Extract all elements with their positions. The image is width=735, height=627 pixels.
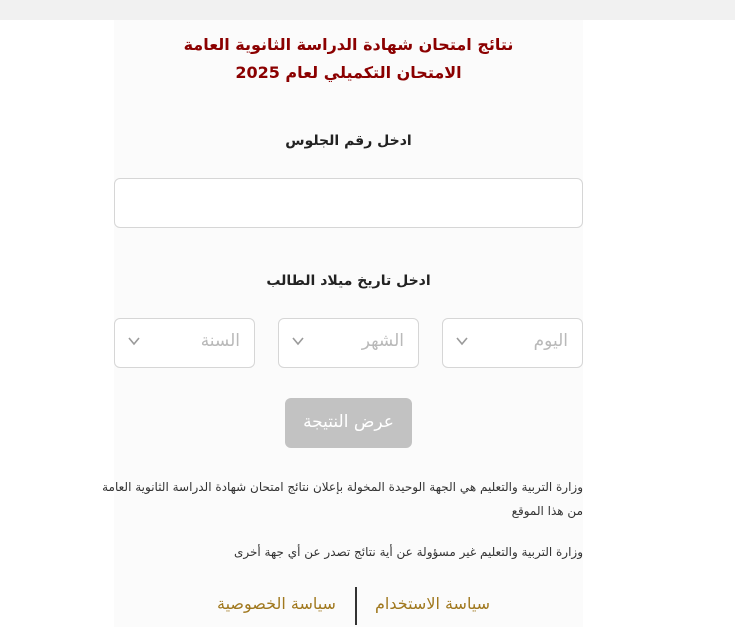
terms-of-use-link[interactable]: سياسة الاستخدام	[375, 594, 491, 613]
day-select-placeholder: اليوم	[533, 331, 568, 351]
birthdate-label: ادخل تاريخ ميلاد الطالب	[266, 273, 431, 289]
page-title: نتائج امتحان شهادة الدراسة الثانوية العامة	[183, 35, 514, 54]
disclaimer-line-1-continued: من هذا الموقع	[511, 504, 583, 518]
page-subtitle: الامتحان التكميلي لعام 2025	[235, 63, 462, 82]
privacy-policy-link[interactable]: سياسة الخصوصية	[217, 594, 336, 613]
seat-number-input[interactable]	[114, 178, 583, 228]
footer-divider	[355, 587, 357, 625]
chevron-down-icon	[455, 334, 469, 348]
show-result-button[interactable]: عرض النتيجة	[285, 398, 412, 448]
disclaimer-line-1: وزارة التربية والتعليم هي الجهة الوحيدة المخولة بإعلان نتائج امتحان شهادة الدراسة الثانوية العامة	[102, 480, 583, 494]
chevron-down-icon	[127, 334, 141, 348]
disclaimer-line-2: وزارة التربية والتعليم غير مسؤولة عن أية نتائج تصدر عن أي جهة أخرى	[233, 545, 583, 559]
day-select[interactable]	[442, 318, 583, 368]
year-select[interactable]	[114, 318, 255, 368]
chevron-down-icon	[291, 334, 305, 348]
year-select-placeholder: السنة	[200, 331, 240, 351]
browser-top-bar	[0, 0, 735, 20]
seat-number-label: ادخل رقم الجلوس	[285, 133, 412, 149]
month-select-placeholder: الشهر	[361, 331, 404, 351]
month-select[interactable]	[278, 318, 419, 368]
